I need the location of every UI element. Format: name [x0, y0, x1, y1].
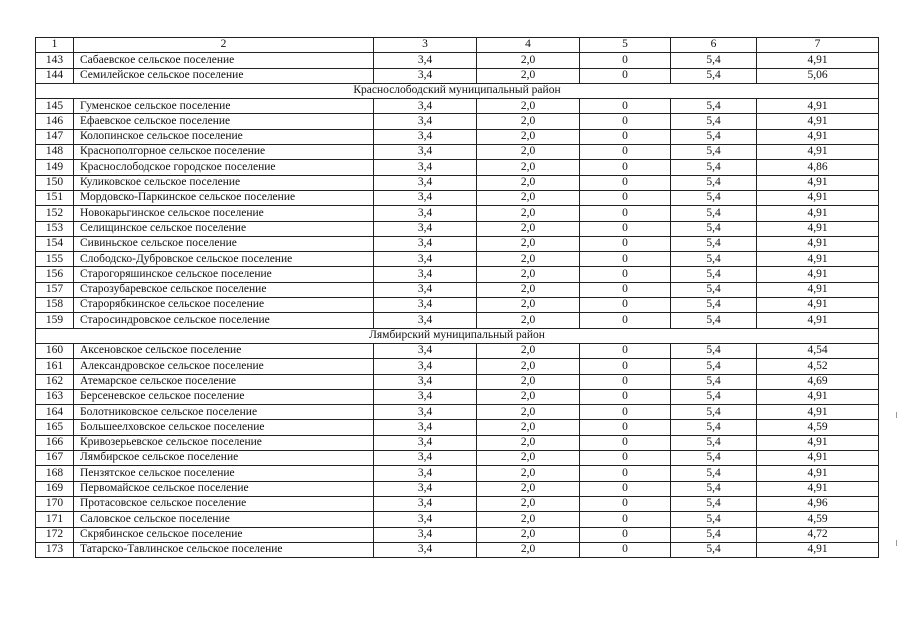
value-col4: 2,0 [477, 190, 580, 205]
settlement-name: Сивиньское сельское поселение [74, 236, 374, 251]
value-col3: 3,4 [374, 175, 477, 190]
value-col3: 3,4 [374, 114, 477, 129]
table-body [36, 38, 879, 558]
value-col7: 4,91 [757, 53, 879, 68]
value-col3: 3,4 [374, 267, 477, 282]
settlement-name: Мордовско-Паркинское сельское поселение [74, 190, 374, 205]
value-col4: 2,0 [477, 389, 580, 404]
value-col6: 5,4 [671, 496, 757, 511]
value-col5: 0 [580, 359, 671, 374]
value-col5: 0 [580, 374, 671, 389]
value-col6: 5,4 [671, 175, 757, 190]
value-col4: 2,0 [477, 451, 580, 466]
value-col5: 0 [580, 129, 671, 144]
value-col4: 2,0 [477, 53, 580, 68]
value-col4: 2,0 [477, 435, 580, 450]
value-col3: 3,4 [374, 298, 477, 313]
value-col3: 3,4 [374, 405, 477, 420]
table-row [36, 99, 879, 114]
section-header-row [36, 328, 879, 343]
table-row [36, 160, 879, 175]
table-row [36, 435, 879, 450]
value-col6: 5,4 [671, 512, 757, 527]
settlement-name: Краснослободское городское поселение [74, 160, 374, 175]
value-col3: 3,4 [374, 221, 477, 236]
table-row [36, 496, 879, 511]
row-number: 165 [36, 420, 74, 435]
table-row [36, 374, 879, 389]
value-col7: 4,91 [757, 313, 879, 328]
table-row [36, 114, 879, 129]
value-col6: 5,4 [671, 435, 757, 450]
value-col5: 0 [580, 175, 671, 190]
value-col4: 2,0 [477, 160, 580, 175]
value-col6: 5,4 [671, 99, 757, 114]
row-number: 173 [36, 542, 74, 557]
value-col7: 4,91 [757, 99, 879, 114]
value-col3: 3,4 [374, 435, 477, 450]
value-col6: 5,4 [671, 405, 757, 420]
row-number: 154 [36, 236, 74, 251]
value-col4: 2,0 [477, 542, 580, 557]
column-header: 5 [580, 38, 671, 53]
value-col6: 5,4 [671, 542, 757, 557]
value-col5: 0 [580, 282, 671, 297]
value-col6: 5,4 [671, 451, 757, 466]
value-col7: 4,72 [757, 527, 879, 542]
row-number: 159 [36, 313, 74, 328]
column-header: 1 [36, 38, 74, 53]
settlement-name: Александровское сельское поселение [74, 359, 374, 374]
row-number: 151 [36, 190, 74, 205]
value-col5: 0 [580, 389, 671, 404]
settlement-name: Большеелховское сельское поселение [74, 420, 374, 435]
value-col4: 2,0 [477, 298, 580, 313]
value-col5: 0 [580, 420, 671, 435]
value-col3: 3,4 [374, 145, 477, 160]
value-col5: 0 [580, 99, 671, 114]
value-col4: 2,0 [477, 374, 580, 389]
table-row [36, 542, 879, 557]
value-col6: 5,4 [671, 236, 757, 251]
value-col4: 2,0 [477, 282, 580, 297]
settlement-name: Лямбирское сельское поселение [74, 451, 374, 466]
row-number: 143 [36, 53, 74, 68]
settlement-name: Новокарьгинское сельское поселение [74, 206, 374, 221]
value-col7: 4,59 [757, 512, 879, 527]
value-col5: 0 [580, 145, 671, 160]
value-col7: 4,91 [757, 129, 879, 144]
row-number: 168 [36, 466, 74, 481]
table-row [36, 129, 879, 144]
row-number: 164 [36, 405, 74, 420]
value-col7: 4,91 [757, 252, 879, 267]
value-col4: 2,0 [477, 236, 580, 251]
value-col7: 4,91 [757, 405, 879, 420]
settlement-name: Старозубаревское сельское поселение [74, 282, 374, 297]
value-col6: 5,4 [671, 527, 757, 542]
row-number: 158 [36, 298, 74, 313]
value-col6: 5,4 [671, 114, 757, 129]
value-col6: 5,4 [671, 68, 757, 83]
value-col6: 5,4 [671, 313, 757, 328]
value-col4: 2,0 [477, 99, 580, 114]
table-row [36, 512, 879, 527]
value-col6: 5,4 [671, 298, 757, 313]
value-col6: 5,4 [671, 389, 757, 404]
settlement-name: Семилейское сельское поселение [74, 68, 374, 83]
value-col5: 0 [580, 405, 671, 420]
table-row [36, 359, 879, 374]
value-col4: 2,0 [477, 68, 580, 83]
value-col6: 5,4 [671, 145, 757, 160]
value-col7: 4,86 [757, 160, 879, 175]
value-col5: 0 [580, 267, 671, 282]
value-col4: 2,0 [477, 221, 580, 236]
value-col3: 3,4 [374, 99, 477, 114]
value-col5: 0 [580, 527, 671, 542]
row-number: 144 [36, 68, 74, 83]
value-col5: 0 [580, 542, 671, 557]
value-col3: 3,4 [374, 313, 477, 328]
value-col4: 2,0 [477, 512, 580, 527]
value-col4: 2,0 [477, 343, 580, 358]
table-row [36, 221, 879, 236]
value-col7: 4,91 [757, 298, 879, 313]
table-row [36, 405, 879, 420]
section-header-row [36, 83, 879, 98]
value-col4: 2,0 [477, 405, 580, 420]
settlement-name: Саловское сельское поселение [74, 512, 374, 527]
value-col3: 3,4 [374, 206, 477, 221]
value-col5: 0 [580, 206, 671, 221]
value-col7: 4,91 [757, 221, 879, 236]
column-header: 6 [671, 38, 757, 53]
value-col3: 3,4 [374, 451, 477, 466]
value-col3: 3,4 [374, 466, 477, 481]
table-row [36, 389, 879, 404]
value-col3: 3,4 [374, 512, 477, 527]
value-col5: 0 [580, 68, 671, 83]
row-number: 149 [36, 160, 74, 175]
value-col7: 4,91 [757, 114, 879, 129]
table-row [36, 451, 879, 466]
value-col6: 5,4 [671, 53, 757, 68]
value-col6: 5,4 [671, 129, 757, 144]
row-number: 163 [36, 389, 74, 404]
data-table [35, 37, 879, 558]
value-col6: 5,4 [671, 282, 757, 297]
value-col4: 2,0 [477, 175, 580, 190]
settlement-name: Атемарское сельское поселение [74, 374, 374, 389]
column-header: 3 [374, 38, 477, 53]
settlement-name: Пензятское сельское поселение [74, 466, 374, 481]
row-number: 156 [36, 267, 74, 282]
row-number: 152 [36, 206, 74, 221]
value-col3: 3,4 [374, 190, 477, 205]
value-col3: 3,4 [374, 481, 477, 496]
value-col5: 0 [580, 313, 671, 328]
table-row [36, 252, 879, 267]
table-row [36, 175, 879, 190]
table-row [36, 313, 879, 328]
section-title: Лямбирский муниципальный район [36, 328, 879, 343]
value-col4: 2,0 [477, 496, 580, 511]
value-col7: 4,91 [757, 481, 879, 496]
table-row [36, 206, 879, 221]
row-number: 157 [36, 282, 74, 297]
settlement-name: Колопинское сельское поселение [74, 129, 374, 144]
settlement-name: Слободско-Дубровское сельское поселение [74, 252, 374, 267]
table-row [36, 527, 879, 542]
value-col6: 5,4 [671, 359, 757, 374]
settlement-name: Старогоряшинское сельское поселение [74, 267, 374, 282]
value-col4: 2,0 [477, 206, 580, 221]
value-col3: 3,4 [374, 420, 477, 435]
value-col5: 0 [580, 221, 671, 236]
value-col6: 5,4 [671, 221, 757, 236]
value-col6: 5,4 [671, 190, 757, 205]
table-row [36, 53, 879, 68]
value-col7: 4,52 [757, 359, 879, 374]
value-col5: 0 [580, 343, 671, 358]
value-col6: 5,4 [671, 252, 757, 267]
settlement-name: Старосиндровское сельское поселение [74, 313, 374, 328]
value-col7: 4,54 [757, 343, 879, 358]
value-col6: 5,4 [671, 160, 757, 175]
row-number: 170 [36, 496, 74, 511]
margin-mark [896, 412, 897, 418]
value-col4: 2,0 [477, 359, 580, 374]
value-col5: 0 [580, 160, 671, 175]
value-col7: 4,91 [757, 389, 879, 404]
value-col3: 3,4 [374, 129, 477, 144]
row-number: 160 [36, 343, 74, 358]
value-col3: 3,4 [374, 160, 477, 175]
value-col3: 3,4 [374, 389, 477, 404]
value-col6: 5,4 [671, 481, 757, 496]
value-col7: 4,69 [757, 374, 879, 389]
value-col4: 2,0 [477, 267, 580, 282]
value-col4: 2,0 [477, 466, 580, 481]
row-number: 153 [36, 221, 74, 236]
table-row [36, 267, 879, 282]
value-col7: 4,91 [757, 451, 879, 466]
value-col5: 0 [580, 298, 671, 313]
value-col6: 5,4 [671, 267, 757, 282]
margin-mark [896, 540, 897, 546]
settlement-name: Скрябинское сельское поселение [74, 527, 374, 542]
value-col4: 2,0 [477, 420, 580, 435]
table-row [36, 420, 879, 435]
value-col5: 0 [580, 512, 671, 527]
settlement-name: Старорябкинское сельское поселение [74, 298, 374, 313]
column-header: 4 [477, 38, 580, 53]
value-col5: 0 [580, 114, 671, 129]
value-col3: 3,4 [374, 236, 477, 251]
value-col6: 5,4 [671, 206, 757, 221]
value-col5: 0 [580, 451, 671, 466]
value-col4: 2,0 [477, 145, 580, 160]
value-col7: 4,96 [757, 496, 879, 511]
column-header: 2 [74, 38, 374, 53]
value-col7: 4,91 [757, 542, 879, 557]
value-col4: 2,0 [477, 527, 580, 542]
row-number: 148 [36, 145, 74, 160]
column-header: 7 [757, 38, 879, 53]
value-col7: 5,06 [757, 68, 879, 83]
settlement-name: Куликовское сельское поселение [74, 175, 374, 190]
settlement-name: Берсеневское сельское поселение [74, 389, 374, 404]
table-row [36, 236, 879, 251]
row-number: 171 [36, 512, 74, 527]
value-col7: 4,91 [757, 236, 879, 251]
row-number: 166 [36, 435, 74, 450]
value-col5: 0 [580, 496, 671, 511]
settlement-name: Протасовское сельское поселение [74, 496, 374, 511]
value-col7: 4,91 [757, 190, 879, 205]
value-col3: 3,4 [374, 542, 477, 557]
row-number: 167 [36, 451, 74, 466]
table-row [36, 190, 879, 205]
row-number: 162 [36, 374, 74, 389]
row-number: 172 [36, 527, 74, 542]
value-col7: 4,59 [757, 420, 879, 435]
settlement-name: Татарско-Тавлинское сельское поселение [74, 542, 374, 557]
value-col7: 4,91 [757, 206, 879, 221]
value-col7: 4,91 [757, 282, 879, 297]
value-col5: 0 [580, 481, 671, 496]
value-col6: 5,4 [671, 420, 757, 435]
value-col5: 0 [580, 466, 671, 481]
settlement-name: Аксеновское сельское поселение [74, 343, 374, 358]
settlement-name: Сабаевское сельское поселение [74, 53, 374, 68]
value-col3: 3,4 [374, 359, 477, 374]
value-col3: 3,4 [374, 343, 477, 358]
table-row [36, 343, 879, 358]
settlement-name: Ефаевское сельское поселение [74, 114, 374, 129]
value-col5: 0 [580, 190, 671, 205]
value-col7: 4,91 [757, 466, 879, 481]
table-row [36, 298, 879, 313]
value-col5: 0 [580, 252, 671, 267]
value-col5: 0 [580, 236, 671, 251]
value-col6: 5,4 [671, 374, 757, 389]
table-row [36, 68, 879, 83]
value-col7: 4,91 [757, 267, 879, 282]
row-number: 150 [36, 175, 74, 190]
value-col4: 2,0 [477, 129, 580, 144]
row-number: 146 [36, 114, 74, 129]
column-header-row [36, 38, 879, 53]
settlement-name: Гуменское сельское поселение [74, 99, 374, 114]
value-col3: 3,4 [374, 53, 477, 68]
table-row [36, 145, 879, 160]
row-number: 155 [36, 252, 74, 267]
section-title: Краснослободский муниципальный район [36, 83, 879, 98]
value-col4: 2,0 [477, 481, 580, 496]
value-col4: 2,0 [477, 114, 580, 129]
value-col6: 5,4 [671, 343, 757, 358]
settlement-name: Болотниковское сельское поселение [74, 405, 374, 420]
row-number: 145 [36, 99, 74, 114]
table-row [36, 466, 879, 481]
settlement-name: Краснополгорное сельское поселение [74, 145, 374, 160]
value-col3: 3,4 [374, 527, 477, 542]
value-col3: 3,4 [374, 374, 477, 389]
value-col4: 2,0 [477, 313, 580, 328]
value-col7: 4,91 [757, 435, 879, 450]
value-col7: 4,91 [757, 145, 879, 160]
value-col7: 4,91 [757, 175, 879, 190]
value-col5: 0 [580, 435, 671, 450]
row-number: 147 [36, 129, 74, 144]
settlement-name: Селищинское сельское поселение [74, 221, 374, 236]
value-col3: 3,4 [374, 282, 477, 297]
row-number: 161 [36, 359, 74, 374]
value-col3: 3,4 [374, 252, 477, 267]
value-col5: 0 [580, 53, 671, 68]
value-col4: 2,0 [477, 252, 580, 267]
value-col6: 5,4 [671, 466, 757, 481]
value-col3: 3,4 [374, 496, 477, 511]
settlement-name: Кривозерьевское сельское поселение [74, 435, 374, 450]
table-row [36, 282, 879, 297]
table-row [36, 481, 879, 496]
settlement-name: Первомайское сельское поселение [74, 481, 374, 496]
value-col3: 3,4 [374, 68, 477, 83]
row-number: 169 [36, 481, 74, 496]
